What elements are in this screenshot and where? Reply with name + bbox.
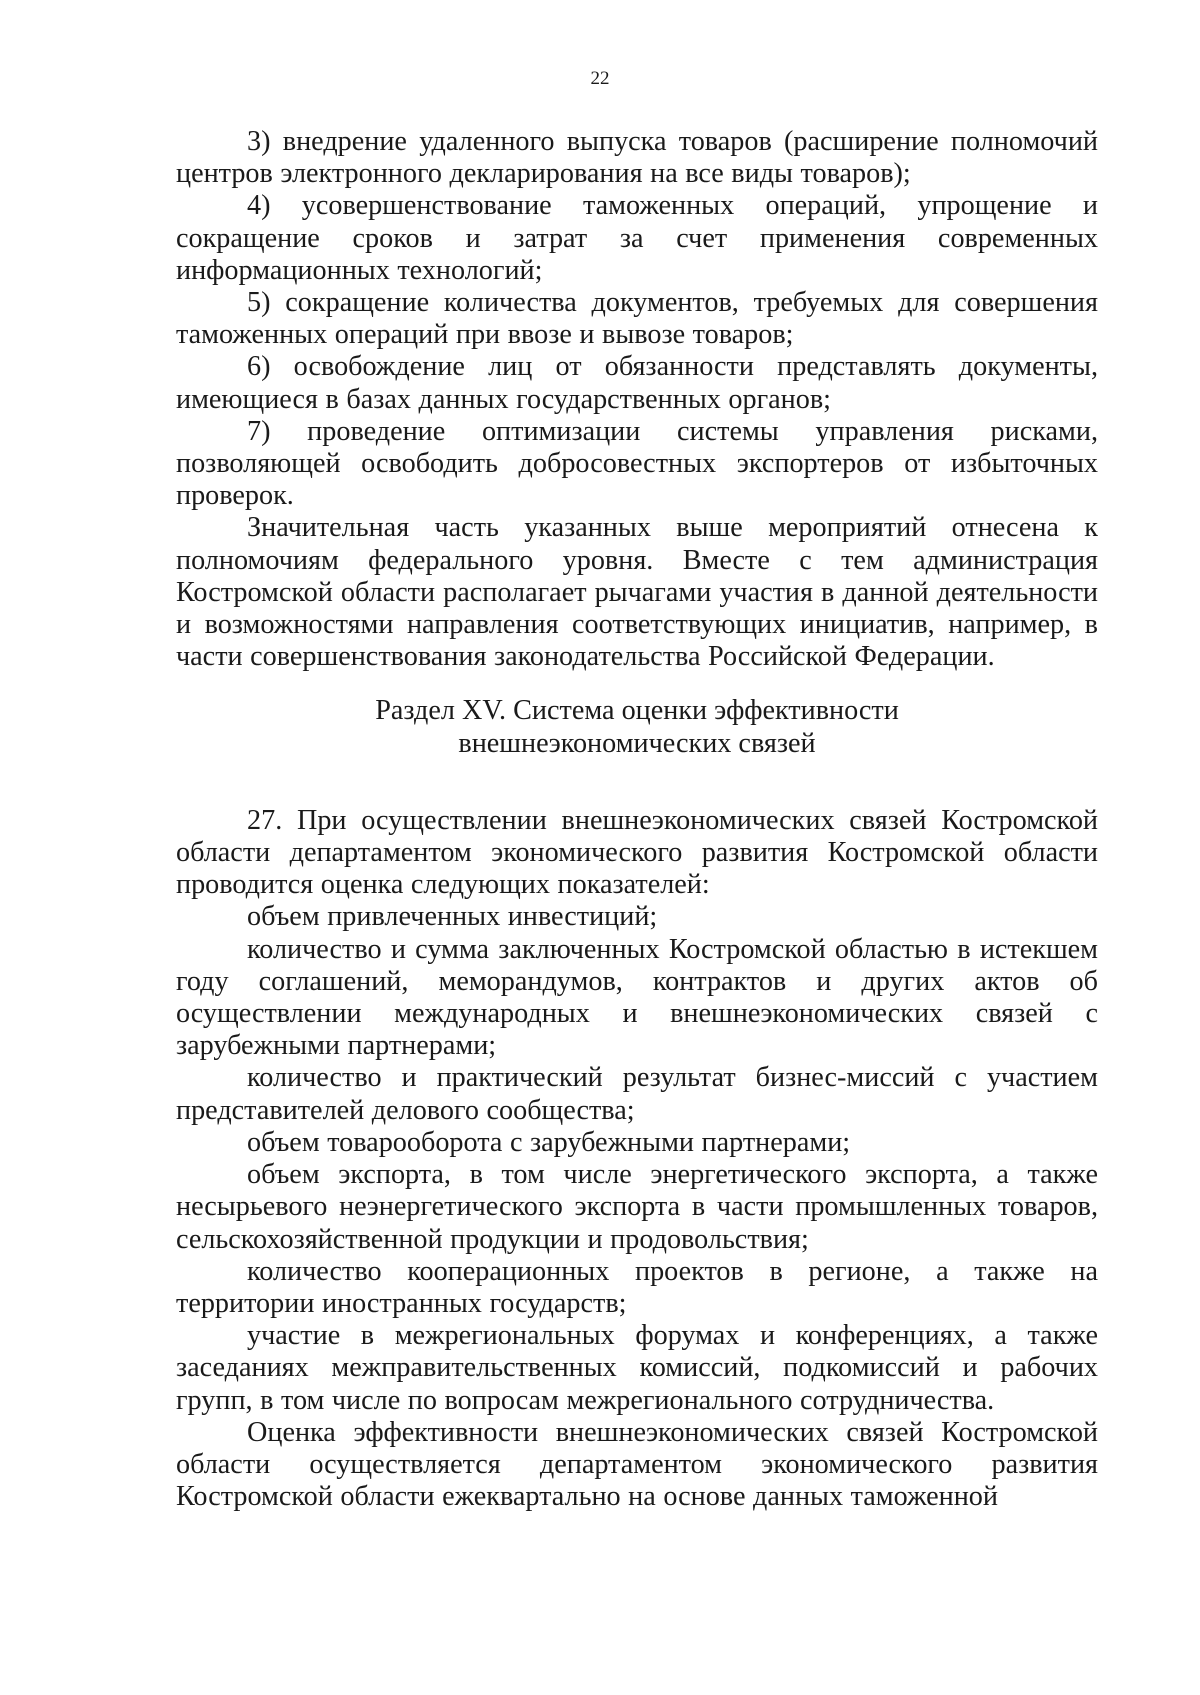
paragraph-item-3: 3) внедрение удаленного выпуска товаров (расширение полномочий центров электронного декларирования на все виды товаров); xyxy=(176,126,1098,190)
paragraph-item-4: 4) усовершенствование таможенных операций, упрощение и сокращение сроков и затрат за счет применения современных информационных технологий; xyxy=(176,190,1098,286)
indicator-investments: объем привлеченных инвестиций; xyxy=(247,901,658,933)
indicator-business-missions: количество и практический результат бизнес-миссий с участием представителей делового сообщества; xyxy=(176,1062,1098,1126)
indicator-cooperation-projects: количество кооперационных проектов в регионе, а также на территории иностранных государств; xyxy=(176,1255,1098,1319)
page-number: 22 xyxy=(590,68,610,89)
section-heading xyxy=(176,695,1098,759)
paragraph-item-6: 6) освобождение лиц от обязанности представлять документы, имеющиеся в базах данных государственных органов; xyxy=(176,351,1098,415)
section-heading-line-1: Раздел XV. Система оценки эффективности xyxy=(375,695,899,727)
indicator-export-volume: объем экспорта, в том числе энергетического экспорта, а также несырьевого неэнергетического экспорта в части промышленных товаров, сельскохозяйственной продукции и продовольствия; xyxy=(176,1159,1098,1255)
document-body xyxy=(176,126,1098,1513)
paragraph-item-7: 7) проведение оптимизации системы управления рисками, позволяющей освободить добросовестных экспортеров от избыточных проверок. xyxy=(176,415,1098,512)
section-heading-line-2: внешнеэкономических связей xyxy=(458,727,816,759)
paragraph-evaluation: Оценка эффективности внешнеэкономических связей Костромской области осуществляется департаментом экономического развития Костромской области ежеквартально на основе данных таможенной xyxy=(176,1416,1098,1513)
indicator-trade-turnover: объем товарооборота с зарубежными партнерами; xyxy=(247,1126,851,1158)
indicator-forums-participation: участие в межрегиональных форумах и конференциях, а также заседаниях межправительственных комиссий, подкомиссий и рабочих групп, в том числе по вопросам межрегионального сотрудничества. xyxy=(176,1320,1098,1416)
paragraph-point-27: 27. При осуществлении внешнеэкономических связей Костромской области департаментом экономического развития Костромской области проводится оценка следующих показателей: xyxy=(176,804,1098,901)
indicator-agreements: количество и сумма заключенных Костромской областью в истекшем году соглашений, меморандумов, контрактов и других актов об осуществлении международных и внешнеэкономических связей с зарубежными партнерами; xyxy=(176,933,1098,1062)
paragraph-federal-level: Значительная часть указанных выше мероприятий отнесена к полномочиям федерального уровня. Вместе с тем администрация Костромской области располагает рычагами участия в данной деятельности и возможностями направления соответствующих инициатив, например, в части совершенствования законодательства Российской Федерации. xyxy=(176,512,1098,673)
paragraph-item-5: 5) сокращение количества документов, требуемых для совершения таможенных операций при ввозе и вывозе товаров; xyxy=(176,287,1098,351)
